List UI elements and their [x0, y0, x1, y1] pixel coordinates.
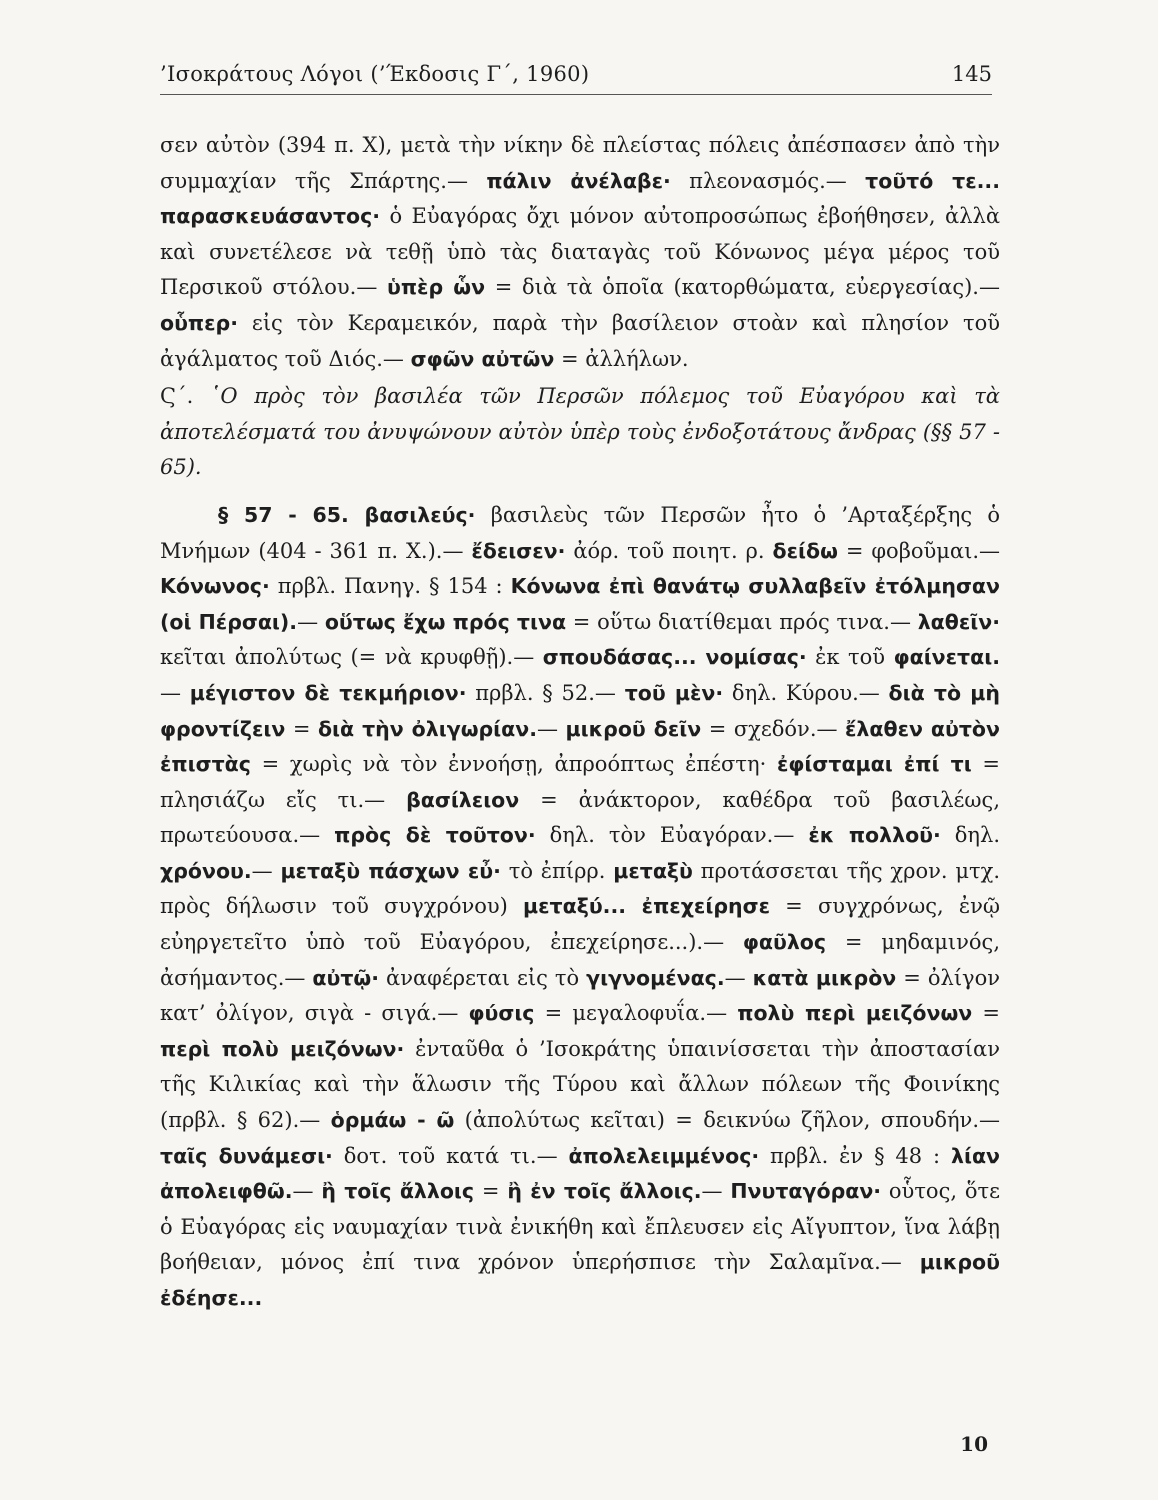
lemma: Κόνωνα ἐπὶ θανάτῳ συλλαβεῖν ἐτόλμησαν (οἱ Πέρσαι).: [160, 574, 1000, 634]
gloss-text: = μεγαλοφυΐα.—: [534, 1001, 738, 1026]
gloss-text: = συγχρόνως, ἐνῷ εὐηργετεῖτο ὑπὸ τοῦ Εὐαγόρου, ἐπεχείρησε...).—: [160, 894, 1000, 955]
lemma: μεταξὺ: [613, 858, 693, 883]
lemma: περὶ πολὺ μειζόνων·: [160, 1036, 405, 1061]
gloss-text: = ὀλίγον κατ’ ὀλίγον, σιγὰ - σιγά.—: [160, 965, 1001, 1026]
gloss-text: = διὰ τὰ ὁποῖα (κατορθώματα, εὐεργεσίας).—: [485, 275, 1000, 300]
gloss-text: =: [285, 716, 318, 741]
lemma: διὰ τὸ μὴ φροντίζειν: [160, 680, 1000, 741]
gloss-text: εἰς τὸν Κεραμεικόν, παρὰ τὴν βασίλειον στοὰν καὶ πλησίον τοῦ ἀγάλματος τοῦ Διός.—: [160, 310, 1000, 371]
lemma: πρὸς δὲ τοῦτον·: [334, 823, 536, 848]
lemma: τοῦτό τε... παρασκευάσαντος·: [160, 168, 1001, 229]
lemma: οὗπερ·: [160, 310, 239, 335]
lemma: πάλιν ἀνέλαβε·: [486, 168, 671, 193]
gloss-text: = φοβοῦμαι.—: [837, 538, 1000, 563]
gloss-text: ὁ Εὐαγόρας ὄχι μόνον αὐτοπροσώπως ἐβοήθησεν, ἀλλὰ καὶ συνετέλεσε νὰ τεθῇ ὑπὸ τὰς διαταγὰς τοῦ Κόνωνος μέγα μέρος τοῦ Περσικοῦ στόλου.—: [160, 204, 1000, 300]
lemma: ἢ τοῖς ἄλλοις: [321, 1179, 475, 1204]
gloss-text: βασιλεὺς τῶν Περσῶν ἦτο ὁ ’Αρταξέρξης ὁ Μνήμων (404 - 361 π. Χ.).—: [160, 502, 1001, 563]
gloss-text: = ἀλλήλων.: [554, 346, 689, 371]
gloss-text: τὸ ἐπίρρ.: [500, 858, 614, 883]
lemma: ὑπὲρ ὧν: [387, 275, 486, 300]
gloss-text: —: [251, 858, 281, 883]
lemma: § 57 - 65. βασιλεύς·: [218, 502, 476, 527]
gloss-text: δηλ. τὸν Εὐαγόραν.—: [535, 823, 809, 848]
lemma: διὰ τὴν ὀλιγωρίαν.: [317, 716, 538, 741]
lemma: βασίλειον: [406, 787, 520, 812]
gloss-text: πλεονασμός.—: [670, 168, 866, 193]
lemma: ἐφίσταμαι ἐπί τι: [776, 752, 972, 777]
lemma: ὁρμάω - ῶ: [330, 1108, 455, 1133]
gloss-text: ἐνταῦθα ὁ ’Ισοκράτης ὑπαινίσσεται τὴν ἀποστασίαν τῆς Κιλικίας καὶ τὴν ἅλωσιν τῆς Τύρου καὶ ἄλλων πόλεων τῆς Φοινίκης (πρβλ. § 62).—: [160, 1036, 1000, 1133]
running-header: [160, 62, 992, 95]
lemma: μέγιστον δὲ τεκμήριον·: [189, 680, 467, 705]
gloss-text: = οὕτω διατίθεμαι πρός τινα.—: [566, 609, 918, 634]
gloss-text: κεῖται ἀπολύτως (= νὰ κρυφθῇ).—: [160, 645, 543, 670]
gloss-text: —: [724, 965, 753, 990]
gloss-text: (ἀπολύτως κεῖται) = δεικνύω ζῆλον, σπουδήν.—: [454, 1108, 1001, 1133]
gloss-text: ἀναφέρεται εἰς τὸ: [379, 965, 587, 990]
lemma: ταῖς δυνάμεσι·: [160, 1143, 333, 1168]
gloss-text: ἀόρ. τοῦ ποιητ. ρ.: [565, 538, 773, 563]
lemma: χρόνου.: [160, 858, 252, 883]
paragraph: [160, 379, 1000, 486]
lemma: λαθεῖν·: [917, 609, 1000, 634]
lemma: φαῦλος: [742, 930, 827, 955]
gloss-text: = μηδαμινός, ἀσήμαντος.—: [160, 930, 1000, 990]
signature-mark: 10: [960, 1432, 988, 1456]
lemma: Κόνωνος·: [160, 574, 270, 599]
gloss-text: δοτ. τοῦ κατά τι.—: [332, 1143, 569, 1168]
gloss-text: δηλ. Κύρου.—: [723, 680, 889, 705]
lemma: γιγνομένας.: [586, 965, 725, 990]
gloss-text: δηλ.: [940, 823, 1000, 848]
lemma: ἢ ἐν τοῖς ἄλλοις.: [507, 1179, 702, 1204]
lemma: φύσις: [468, 1001, 535, 1026]
lemma: τοῦ μὲν·: [624, 680, 724, 705]
gloss-text: πρβλ. ἐν § 48 :: [759, 1143, 951, 1168]
paragraph: [160, 498, 1000, 1317]
lemma: φαίνεται.: [893, 645, 1001, 670]
lemma: Πνυταγόραν·: [730, 1179, 882, 1204]
lemma: πολὺ περὶ μειζόνων: [737, 1001, 973, 1026]
gloss-text: —: [701, 1179, 731, 1204]
section-title: ῾Ο πρὸς τὸν βασιλέα τῶν Περσῶν πόλεμος τοῦ Εὐαγόρου καὶ τὰ ἀποτελέσματά του ἀνυψώνουν αὐτὸν ὑπὲρ τοὺς ἐνδοξοτάτους ἄνδρας (§§ 57 - 65).: [160, 384, 1000, 480]
gloss-text: —: [297, 609, 325, 634]
gloss-text: = ἀνάκτορον, καθέδρα τοῦ βασιλέως, πρωτεύουσα.—: [160, 787, 1000, 848]
gloss-text: προτάσσεται τῆς χρον. μτχ. πρὸς δήλωσιν τοῦ συγχρόνου): [160, 858, 1001, 919]
gloss-text: = χωρὶς νὰ τὸν ἐννοήσῃ, ἀπροόπτως ἐπέστη·: [250, 752, 777, 777]
lemma: δείδω: [772, 538, 838, 563]
commentary-text: [160, 128, 1000, 1317]
lemma: κατὰ μικρὸν: [752, 965, 897, 990]
lemma: ἔλαθεν αὐτὸν ἐπιστὰς: [160, 716, 1000, 777]
lemma: σπουδάσας... νομίσας·: [542, 645, 807, 670]
gloss-text: =: [972, 1001, 1000, 1026]
gloss-text: σεν αὐτὸν (394 π. Χ), μετὰ τὴν νίκην δὲ πλείστας πόλεις ἀπέσπασεν ἀπὸ τὴν συμμαχίαν τῆς Σπάρτης.—: [160, 133, 1000, 193]
lemma: οὕτως ἔχω πρός τινα: [324, 609, 567, 634]
gloss-text: πρβλ. Πανηγ. § 154 :: [269, 574, 511, 599]
lemma: ἀπολελειμμένος·: [568, 1143, 760, 1168]
gloss-text: = πλησιάζω εἴς τι.—: [160, 752, 1000, 812]
lemma: ἔδεισεν·: [471, 538, 566, 563]
lemma: μεταξύ... ἐπεχείρησε: [523, 894, 770, 919]
gloss-text: =: [474, 1179, 508, 1204]
gloss-text: = σχεδόν.—: [701, 716, 846, 741]
gloss-text: Ϛ΄.: [160, 384, 210, 409]
gloss-text: οὗτος, ὅτε ὁ Εὐαγόρας εἰς ναυμαχίαν τινὰ ἐνικήθη καὶ ἔπλευσεν εἰς Αἴγυπτον, ἵνα λάβῃ βοήθειαν, μόνος ἐπί τινα χρόνον ὑπερήσπισε τὴν Σαλαμῖνα.—: [160, 1179, 1000, 1275]
page-number: 145: [951, 62, 992, 86]
gloss-text: πρβλ. § 52.—: [466, 680, 625, 705]
lemma: μεταξὺ πάσχων εὖ·: [280, 858, 501, 883]
lemma: αὐτῷ·: [312, 965, 380, 990]
lemma: μικροῦ ἐδέησε...: [160, 1250, 1000, 1310]
lemma: ἐκ πολλοῦ·: [808, 823, 941, 848]
running-title: ’Ισοκράτους Λόγοι (’Έκδοσις Γ΄, 1960): [160, 62, 590, 86]
lemma: λίαν ἀπολειφθῶ.: [160, 1143, 1000, 1204]
gloss-text: —: [160, 680, 190, 705]
gloss-text: —: [537, 716, 566, 741]
lemma: σφῶν αὐτῶν: [410, 346, 555, 371]
gloss-text: ἐκ τοῦ: [806, 645, 894, 670]
gloss-text: —: [292, 1179, 322, 1204]
lemma: μικροῦ δεῖν: [565, 716, 702, 741]
paragraph: [160, 128, 1000, 377]
